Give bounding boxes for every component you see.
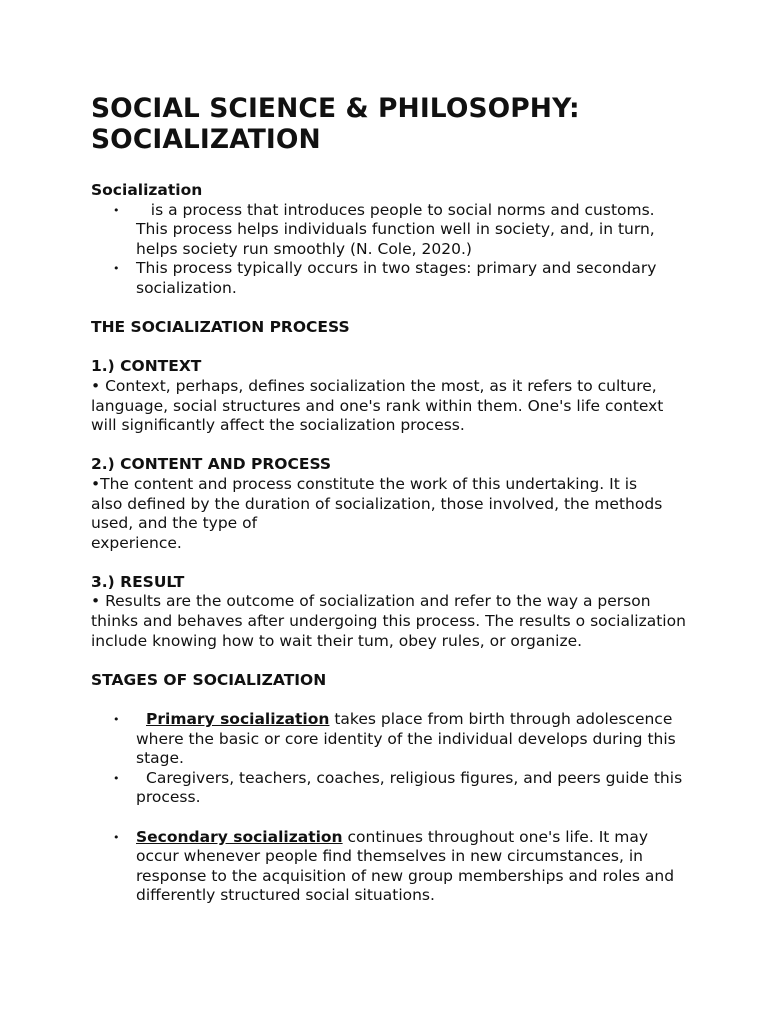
list-item xyxy=(91,201,691,260)
spacer xyxy=(91,808,691,828)
spacer xyxy=(91,651,691,671)
content-text-continued: experience. xyxy=(91,533,182,552)
spacer xyxy=(91,155,691,181)
list-item xyxy=(91,259,691,298)
spacer xyxy=(91,553,691,573)
bullet-glyph: • xyxy=(113,203,120,217)
intro-bullet-text: is a process that introduces people to social norms and customs. This process helps individuals function well in society, and, in turn, helps society run smoothly (N. Cole, 2020.) xyxy=(136,200,660,258)
section-heading-stages: STAGES OF SOCIALIZATION xyxy=(91,670,327,689)
bullet-glyph: • xyxy=(113,771,120,785)
primary-socialization-text: takes place from birth through adolescence where the basic or core identity of the individual develops during this stage. xyxy=(136,710,676,768)
stages-bullet-list xyxy=(91,710,691,808)
bullet-glyph: • xyxy=(113,262,120,276)
title-line-2: SOCIALIZATION xyxy=(91,124,321,155)
secondary-socialization-term: Secondary socialization xyxy=(136,827,343,846)
list-item xyxy=(91,769,691,808)
primary-socialization-term: Primary socialization xyxy=(146,710,330,729)
section-heading-process: THE SOCIALIZATION PROCESS xyxy=(91,318,350,337)
subheading-result: 3.) RESULT xyxy=(91,572,185,591)
title-line-1: SOCIAL SCIENCE & PHILOSOPHY: xyxy=(91,93,580,124)
spacer xyxy=(91,690,691,710)
page-title xyxy=(91,93,691,155)
section-heading-socialization: Socialization xyxy=(91,181,203,199)
secondary-socialization-text: continues throughout one's life. It may occur whenever people find themselves in new circumstances, in response to the acquisition of new group memberships and roles and differently structured social situations. xyxy=(136,827,675,905)
spacer xyxy=(91,338,691,358)
spacer xyxy=(91,299,691,319)
caregivers-text: Caregivers, teachers, coaches, religious figures, and peers guide this process. xyxy=(136,768,683,807)
list-item xyxy=(91,710,691,769)
content-text: •The content and process constitute the work of this undertaking. It is also defined by the duration of socialization, those involved, the methods used, and the type of xyxy=(91,474,663,533)
document-body xyxy=(91,93,691,906)
subheading-content-process: 2.) CONTENT AND PROCESS xyxy=(91,455,332,474)
intro-bullet-text: This process typically occurs in two stages: primary and secondary socialization. xyxy=(136,259,657,297)
secondary-bullet-list xyxy=(91,828,691,906)
subheading-context: 1.) CONTEXT xyxy=(91,357,202,376)
bullet-glyph: • xyxy=(113,830,120,844)
context-text: • Context, perhaps, defines socialization the most, as it refers to culture, language, social structures and one's rank within them. One's life context will significantly affect the socialization process. xyxy=(91,376,664,435)
bullet-glyph: • xyxy=(113,713,120,727)
spacer xyxy=(91,436,691,456)
list-item xyxy=(91,828,691,906)
result-text: • Results are the outcome of socialization and refer to the way a person thinks and behaves after undergoing this process. The results o socialization include knowing how to wait their tum, obey rules, or organize. xyxy=(91,592,686,650)
intro-bullet-list xyxy=(91,201,691,299)
